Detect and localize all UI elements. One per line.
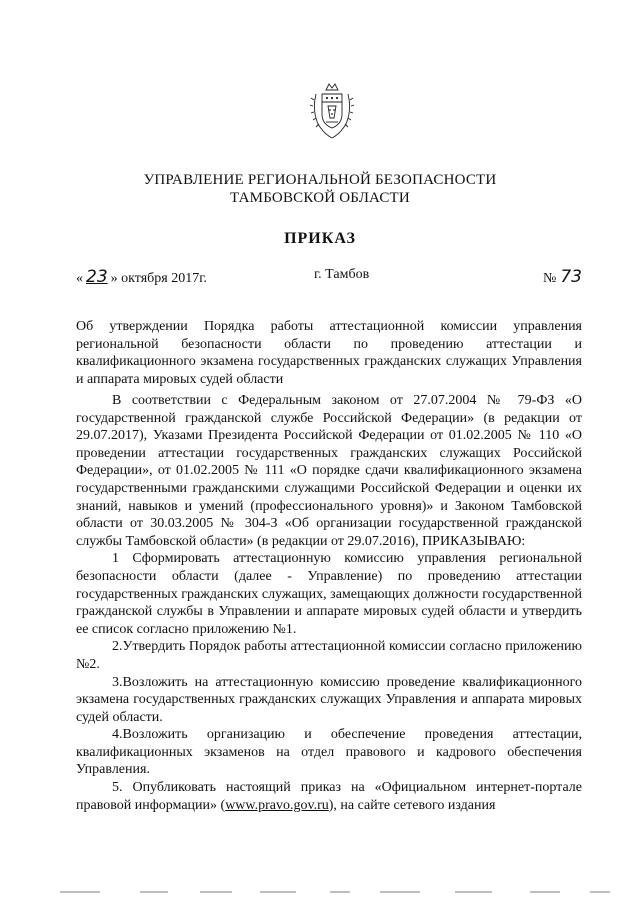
organization-name-line2: ТАМБОВСКОЙ ОБЛАСТИ xyxy=(230,190,410,206)
item-3-paragraph: 3.Возложить на аттестационную комиссию проведение квалификационного экзамена государственных гражданских служащих Управления и аппарата мировых судей области. xyxy=(76,674,582,725)
date-open-quote: « xyxy=(76,271,83,286)
tambov-coat-of-arms-icon xyxy=(306,80,358,142)
order-subject: Об утверждении Порядка работы аттестационной комиссии управления региональной безопасности области по проведению аттестации и квалификационного экзамена государственных гражданских служащих Управления и аппарата мировых судей области xyxy=(76,319,582,387)
order-number-handwritten: 73 xyxy=(560,267,582,287)
item-5-text-end: ), на сайте сетевого издания xyxy=(328,797,496,813)
order-number xyxy=(543,267,582,287)
page-footer-divider xyxy=(0,888,640,896)
preamble-paragraph: В соответствии с Федеральным законом от 27.07.2004 № 79-ФЗ «О государственной гражданской службе Российской Федерации» (в редакции от 29.07.2017), Указами Президента Российской Федерации от 01.02.2005 № 110 «О проведении аттестации государственных гражданских служащих Российской Федерации», от 01.02.2005 № 111 «О порядке сдачи квалификационного экзамена государственными гражданскими служащими Российской Федерации и оценки их знаний, навыков и умений (профессионального уровня)» и Законом Тамбовской области от 30.03.2005 № 304-З «Об организации государственной гражданской службы Тамбовской области» (в редакции от 29.07.2016), ПРИКАЗЫВАЮ: xyxy=(76,393,582,549)
document-title: ПРИКАЗ xyxy=(284,230,356,247)
organization-name-line1: УПРАВЛЕНИЕ РЕГИОНАЛЬНОЙ БЕЗОПАСНОСТИ xyxy=(143,172,497,188)
item-1-paragraph: 1 Сформировать аттестационную комиссию управления региональной безопасности области (далее - Управление) по проведению аттестации государственных гражданских служащих, замещающих должности государственной гражданской службы в Управлении и аппарате мировых судей области и утвердить ее список согласно приложению №1. xyxy=(76,551,582,637)
item-5-text-start: 5. Опубликовать настоящий приказ на «Официальном интернет-портале правовой информации» ( xyxy=(76,780,582,813)
number-sign: № xyxy=(543,271,557,286)
date-line xyxy=(76,263,582,287)
order-day-handwritten: 23 xyxy=(86,267,108,287)
order-month-year: » октября 2017г. xyxy=(110,271,207,286)
item-2-paragraph: 2.Утвердить Порядок работы аттестационной комиссии согласно приложению №2. xyxy=(76,639,582,672)
order-city: г. Тамбов xyxy=(314,267,370,282)
order-date xyxy=(76,267,207,287)
pravo-gov-link[interactable]: www.pravo.gov.ru xyxy=(225,797,329,813)
order-body xyxy=(76,392,582,814)
item-4-paragraph: 4.Возложить организацию и обеспечение проведения аттестации, квалификационных экзаменов на отдел правового и кадрового обеспечения Управления. xyxy=(76,727,582,778)
item-5-paragraph xyxy=(76,779,582,814)
